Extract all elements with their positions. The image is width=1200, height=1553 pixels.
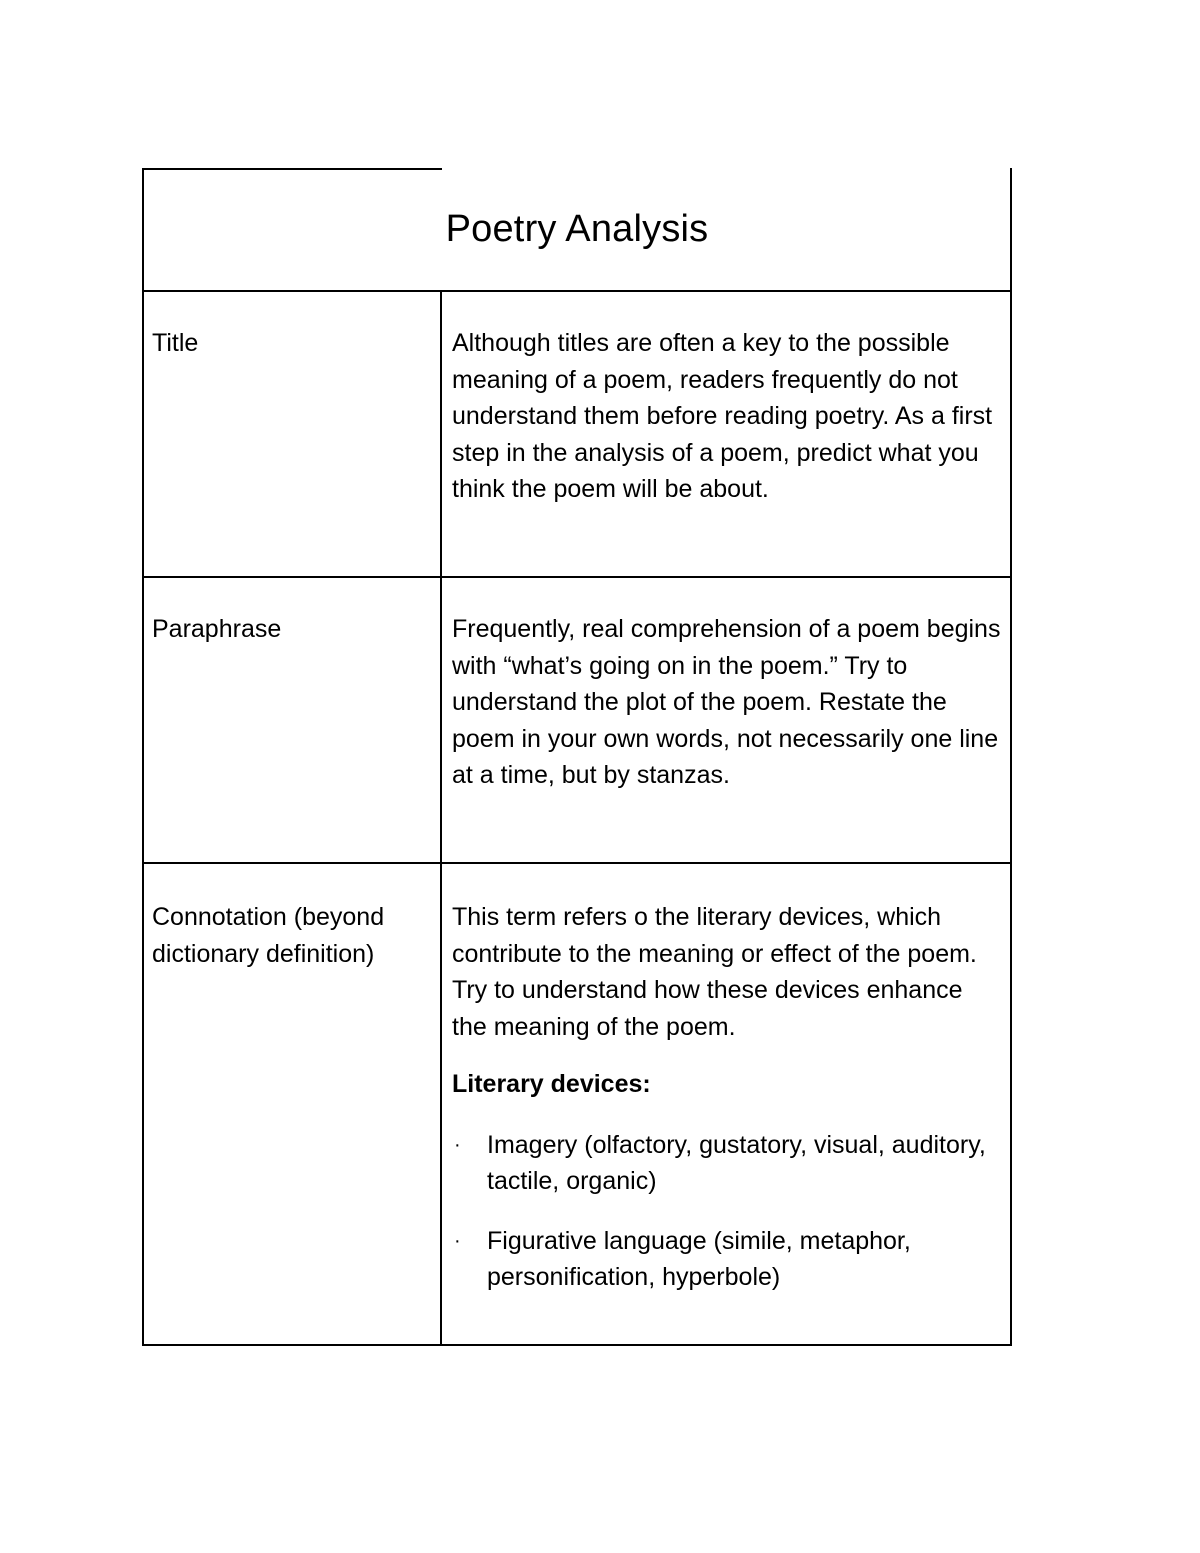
row-description-title: Although titles are often a key to the possible meaning of a poem, readers frequently do not understand them before reading poetry. As a first step in the analysis of a poem, predict what you think the poem will be about. (452, 329, 993, 503)
row-term-title: Title (152, 329, 199, 357)
poetry-analysis-table (142, 168, 1012, 1346)
row-description-paraphrase: Frequently, real comprehension of a poem begins with “what’s going on in the poem.” Try to understand the plot of the poem. Restate the poem in your own words, not necessarily one line at a time, but by stanzas. (452, 615, 1001, 789)
bullet-text: Imagery (olfactory, gustatory, visual, auditory, tactile, organic) (487, 1131, 986, 1195)
table-right-border (1010, 168, 1012, 1346)
row-term-paraphrase: Paraphrase (152, 615, 282, 643)
row-term-connotation: Connotation (beyond dictionary definition) (152, 903, 385, 968)
table-bottom-border (142, 1344, 1012, 1346)
literary-devices-heading: Literary devices: (452, 1070, 651, 1098)
table-row-divider (142, 290, 1012, 292)
table-row-divider (142, 862, 1012, 864)
bullet-icon: · (454, 1134, 461, 1156)
row-description-connotation: This term refers o the literary devices, which contribute to the meaning or effect of the poem. Try to understand how these devices enhance the meaning of the poem. (452, 903, 977, 1041)
bullet-text: Figurative language (simile, metaphor, personification, hyperbole) (487, 1227, 911, 1291)
bullet-icon: · (454, 1230, 461, 1252)
table-column-divider (440, 290, 442, 1346)
table-left-border (142, 168, 144, 1346)
page-title: Poetry Analysis (445, 207, 709, 250)
table-row-divider (142, 576, 1012, 578)
